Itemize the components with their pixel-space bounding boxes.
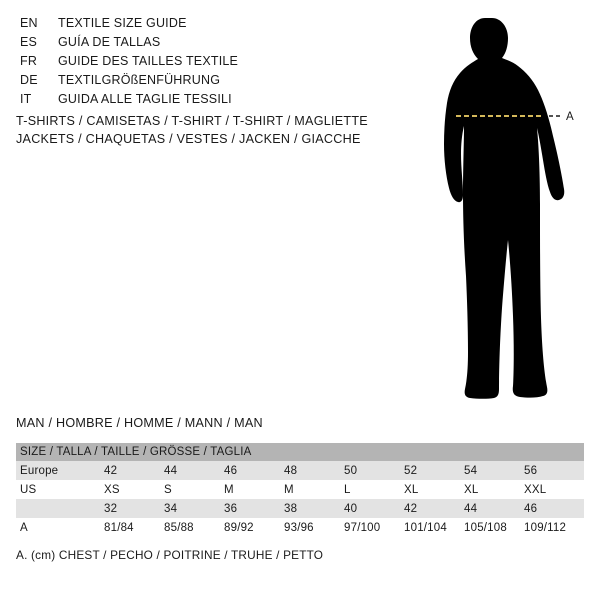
silhouette-path (444, 18, 564, 399)
cell-value: 105/108 (464, 518, 524, 537)
language-code: ES (20, 35, 38, 49)
language-row (20, 16, 420, 35)
table-header-row (16, 443, 584, 461)
language-row (20, 54, 420, 73)
garment-category-list (16, 112, 436, 148)
language-title-list (20, 16, 420, 111)
cell-value: 42 (104, 461, 164, 480)
table-header-filler (344, 443, 404, 461)
garment-category-jackets: JACKETS / CHAQUETAS / VESTES / JACKEN / GIACCHE (16, 132, 361, 146)
language-row (20, 92, 420, 111)
cell-value: 54 (464, 461, 524, 480)
cell-value: XXL (524, 480, 584, 499)
cell-value: 97/100 (344, 518, 404, 537)
cell-value: 42 (404, 499, 464, 518)
cell-value: 85/88 (164, 518, 224, 537)
cell-value: M (224, 480, 284, 499)
cell-value: XL (404, 480, 464, 499)
language-title: TEXTILE SIZE GUIDE (58, 16, 187, 30)
row-label (16, 499, 104, 518)
cell-value: M (284, 480, 344, 499)
cell-value: L (344, 480, 404, 499)
cell-value: 34 (164, 499, 224, 518)
language-row (20, 35, 420, 54)
cell-value: 48 (284, 461, 344, 480)
language-title: TEXTILGRÖßENFÜHRUNG (58, 73, 221, 87)
language-code: DE (20, 73, 38, 87)
cell-value: 56 (524, 461, 584, 480)
language-code: FR (20, 54, 38, 68)
cell-value: 32 (104, 499, 164, 518)
cell-value: 52 (404, 461, 464, 480)
cell-value: 44 (464, 499, 524, 518)
cell-value: S (164, 480, 224, 499)
table-header-filler (404, 443, 464, 461)
table-row (16, 461, 584, 480)
cell-value: 38 (284, 499, 344, 518)
cell-value: 46 (224, 461, 284, 480)
language-title: GUÍA DE TALLAS (58, 35, 161, 49)
gender-heading: MAN / HOMBRE / HOMME / MANN / MAN (16, 416, 263, 430)
language-title: GUIDA ALLE TAGLIE TESSILI (58, 92, 232, 106)
row-label: A (16, 518, 104, 537)
cell-value: XL (464, 480, 524, 499)
cell-value: 44 (164, 461, 224, 480)
table-row (16, 480, 584, 499)
garment-category-tshirts: T-SHIRTS / CAMISETAS / T-SHIRT / T-SHIRT / MAGLIETTE (16, 114, 368, 128)
body-silhouette-figure (410, 8, 600, 408)
cell-value: 50 (344, 461, 404, 480)
cell-value: 101/104 (404, 518, 464, 537)
cell-value: 36 (224, 499, 284, 518)
table-header-filler (464, 443, 524, 461)
cell-value: XS (104, 480, 164, 499)
measurement-footnote: A. (cm) CHEST / PECHO / POITRINE / TRUHE / PETTO (16, 548, 324, 562)
silhouette-svg (410, 8, 600, 408)
table-row (16, 499, 584, 518)
table-header-filler (284, 443, 344, 461)
table-header-filler (524, 443, 584, 461)
language-row (20, 73, 420, 92)
cell-value: 93/96 (284, 518, 344, 537)
row-label: Europe (16, 461, 104, 480)
table-header-label: SIZE / TALLA / TAILLE / GRÖSSE / TAGLIA (16, 443, 284, 461)
cell-value: 46 (524, 499, 584, 518)
language-title: GUIDE DES TAILLES TEXTILE (58, 54, 239, 68)
cell-value: 40 (344, 499, 404, 518)
language-code: EN (20, 16, 38, 30)
table-row (16, 518, 584, 537)
cell-value: 109/112 (524, 518, 584, 537)
language-code: IT (20, 92, 32, 106)
chest-marker-label: A (566, 111, 575, 123)
cell-value: 89/92 (224, 518, 284, 537)
size-table (16, 443, 584, 537)
row-label: US (16, 480, 104, 499)
cell-value: 81/84 (104, 518, 164, 537)
